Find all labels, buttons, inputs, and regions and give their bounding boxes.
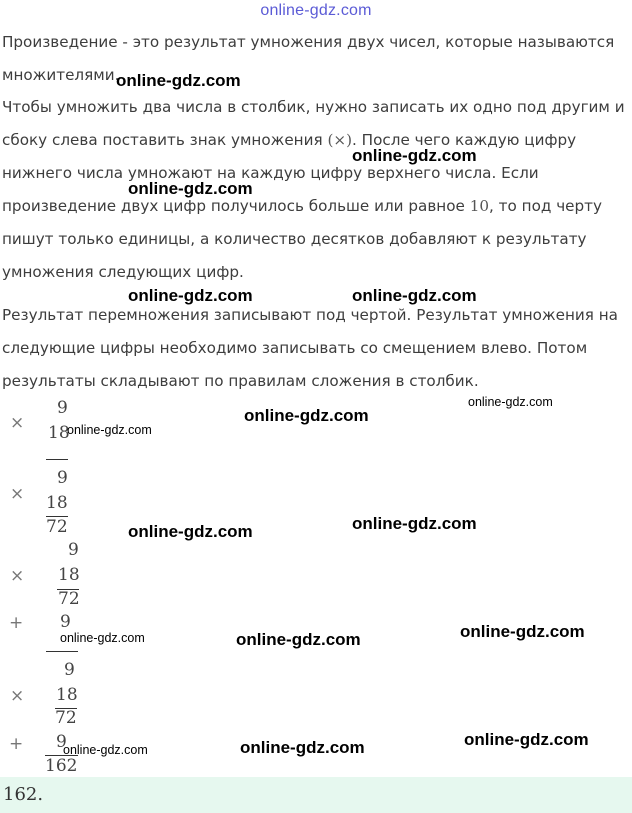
watermark: online-gdz.com (60, 631, 145, 645)
partial-product-1: 72 (58, 589, 80, 609)
ten-inline: 10 (469, 197, 490, 215)
watermark: online-gdz.com (240, 738, 365, 757)
times-sign: × (10, 566, 25, 586)
definition-paragraph: Произведение - это результат умножения двух чисел, которые называются множителями. (2, 33, 615, 84)
multiplier: 18 (56, 685, 78, 705)
result-paragraph: Результат перемножения записывают под чертой. Результат умножения на следующие цифры необходимо записывать со смещением влево. Потом результаты складывают по правилам сложения в столбик. (2, 306, 618, 390)
method-text-3: , то под черту пишут только единицы, а количество десятков добавляют к результату умножения следующих цифр. (2, 197, 602, 281)
watermark: online-gdz.com (128, 522, 253, 541)
times-sign: × (10, 484, 25, 504)
multiplier: 18 (48, 423, 70, 443)
watermark: online-gdz.com (236, 630, 361, 649)
multiplicand: 9 (57, 398, 68, 418)
watermark: online-gdz.com (352, 286, 477, 305)
watermark: online-gdz.com (464, 730, 589, 749)
site-header[interactable]: online-gdz.com (260, 2, 372, 19)
watermark: online-gdz.com (468, 395, 553, 409)
times-sign: × (10, 413, 25, 433)
plus-sign: + (9, 734, 24, 754)
partial-product-2: 9 (60, 612, 71, 632)
underline (46, 459, 68, 460)
watermark: online-gdz.com (63, 743, 148, 757)
times-sign-inline: (×) (327, 131, 353, 149)
multiplicand: 9 (64, 660, 75, 680)
multiplier: 18 (58, 565, 80, 585)
total-product: 162 (45, 756, 78, 776)
watermark: online-gdz.com (128, 179, 253, 198)
multiplier: 18 (46, 493, 68, 513)
sum-line (46, 651, 78, 652)
plus-sign: + (9, 613, 24, 633)
method-text-2: . После чего каждую цифру нижнего числа умножают на каждую цифру верхнего числа. Если произведение двух цифр получилось больше или равное (2, 131, 577, 215)
multiplicand: 9 (68, 540, 79, 560)
answer-value: 162. (3, 784, 44, 805)
watermark: online-gdz.com (460, 622, 585, 641)
watermark: online-gdz.com (128, 286, 253, 305)
partial-product-2: 9 (56, 732, 67, 752)
watermark: online-gdz.com (352, 514, 477, 533)
method-paragraph (2, 91, 628, 289)
times-sign: × (10, 686, 25, 706)
watermark: online-gdz.com (244, 406, 369, 425)
multiplicand: 9 (57, 468, 68, 488)
watermark: online-gdz.com (116, 71, 241, 90)
method-text-1: Чтобы умножить два числа в столбик, нужно записать их одно под другим и сбоку слева поставить знак умножения (2, 98, 625, 149)
watermark: online-gdz.com (67, 423, 152, 437)
answer-box (0, 777, 632, 813)
partial-product: 72 (46, 517, 68, 537)
watermark: online-gdz.com (352, 146, 477, 165)
partial-product-1: 72 (55, 708, 77, 728)
